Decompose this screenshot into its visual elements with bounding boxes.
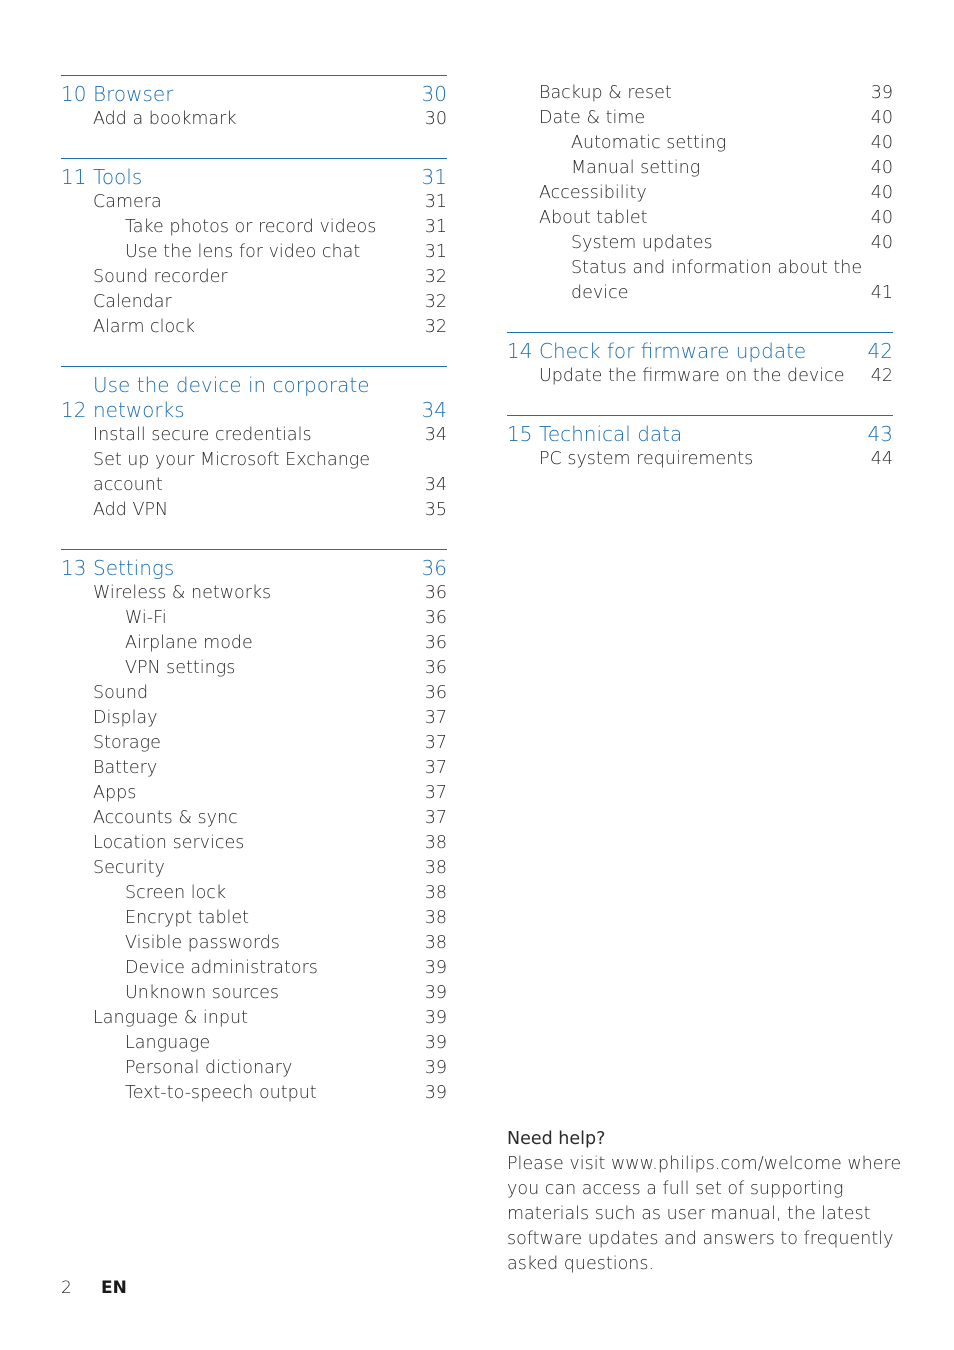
help-text: Please visit www.philips.com/welcome where you can access a full set of supporting materials such as user manual, the latest software updates and answers to frequently asked questions. — [507, 1154, 902, 1274]
help-title: Need help? — [507, 1129, 606, 1149]
toc-entry-page: 38 — [424, 908, 447, 928]
toc-entry-title: Wireless & networks — [93, 583, 272, 603]
toc-entry-title: Status and information about the device — [571, 258, 863, 303]
toc-entry[interactable] — [61, 706, 447, 731]
toc-entry-title: Camera — [93, 192, 162, 212]
toc-entry-title: Language & input — [93, 1008, 248, 1028]
toc-entry[interactable] — [61, 931, 447, 956]
toc-entry-title: Set up your Microsoft Exchange account — [93, 450, 371, 495]
section-page: 42 — [867, 339, 893, 363]
toc-section — [61, 549, 447, 1106]
toc-entry[interactable] — [61, 581, 447, 606]
section-title: Check for firmware update — [539, 339, 807, 363]
toc-entry-page: 39 — [424, 1058, 447, 1078]
toc-entry[interactable] — [61, 831, 447, 856]
toc-entry-title: Storage — [93, 733, 161, 753]
section-number: 10 — [61, 82, 87, 106]
toc-entry[interactable] — [507, 156, 893, 181]
toc-entry-page: 40 — [870, 208, 893, 228]
toc-right-column — [507, 75, 893, 498]
section-title: Settings — [93, 556, 175, 580]
toc-entry[interactable] — [61, 756, 447, 781]
toc-entry-title: Battery — [93, 758, 158, 778]
toc-entry-page: 39 — [424, 983, 447, 1003]
section-page: 34 — [421, 398, 447, 422]
section-title: Technical data — [539, 422, 683, 446]
toc-entry-page: 37 — [424, 783, 447, 803]
toc-entry[interactable] — [61, 906, 447, 931]
toc-entry-title: Language — [125, 1033, 211, 1053]
toc-entry-title: Wi-Fi — [125, 608, 167, 628]
toc-entry[interactable] — [61, 423, 447, 448]
toc-entry[interactable] — [61, 1006, 447, 1031]
toc-entry-title: Install secure credentials — [93, 425, 312, 445]
toc-entry-title: Airplane mode — [125, 633, 253, 653]
toc-entry-title: Backup & reset — [539, 83, 672, 103]
toc-entry-page: 38 — [424, 933, 447, 953]
toc-entry-page: 37 — [424, 733, 447, 753]
toc-entry-title: Sound recorder — [93, 267, 228, 287]
toc-entry-title: Use the lens for video chat — [125, 242, 361, 262]
toc-entry-title: Accessibility — [539, 183, 647, 203]
toc-entry-page: 36 — [424, 658, 447, 678]
toc-entry-title: Screen lock — [125, 883, 227, 903]
toc-entry[interactable] — [61, 656, 447, 681]
toc-section-heading[interactable] — [507, 339, 893, 364]
section-number: 13 — [61, 556, 87, 580]
toc-section-heading[interactable] — [507, 422, 893, 447]
toc-entry[interactable] — [61, 806, 447, 831]
help-box — [507, 1127, 907, 1277]
toc-entry-page: 32 — [424, 267, 447, 287]
toc-entry-title: Location services — [93, 833, 245, 853]
toc-entry-title: System updates — [571, 233, 713, 253]
toc-entry[interactable] — [507, 106, 893, 131]
toc-entry[interactable] — [61, 881, 447, 906]
section-number: 15 — [507, 422, 533, 446]
toc-section-heading[interactable] — [61, 165, 447, 190]
toc-entry[interactable] — [61, 190, 447, 215]
toc-entry-page: 39 — [424, 1083, 447, 1103]
toc-entry-page: 37 — [424, 808, 447, 828]
toc-entry-page: 40 — [870, 133, 893, 153]
toc-entry[interactable] — [61, 498, 447, 523]
toc-entry-page: 36 — [424, 633, 447, 653]
toc-entry-title: Text-to-speech output — [125, 1083, 317, 1103]
toc-entry-title: Display — [93, 708, 158, 728]
toc-entry-page: 44 — [870, 449, 893, 469]
page-number: 2 — [61, 1278, 72, 1298]
toc-entry[interactable] — [61, 1081, 447, 1106]
toc-entry-title: Security — [93, 858, 165, 878]
toc-entry-title: Sound — [93, 683, 149, 703]
toc-entry-page: 40 — [870, 158, 893, 178]
toc-entry[interactable] — [61, 781, 447, 806]
toc-entry-page: 40 — [870, 108, 893, 128]
toc-entry-page: 32 — [424, 292, 447, 312]
page-footer — [61, 1278, 127, 1298]
toc-entry-page: 38 — [424, 883, 447, 903]
toc-entry-page: 30 — [424, 109, 447, 129]
toc-entry-title: Update the firmware on the device — [539, 366, 845, 386]
toc-entry-page: 37 — [424, 758, 447, 778]
section-number: 11 — [61, 165, 87, 189]
toc-entry-page: 41 — [870, 283, 893, 303]
toc-section — [61, 75, 447, 132]
toc-entry[interactable] — [61, 681, 447, 706]
toc-entry-title: Take photos or record videos — [125, 217, 377, 237]
section-title: Tools — [93, 165, 143, 189]
toc-section — [61, 366, 447, 523]
toc-entry-title: Accounts & sync — [93, 808, 238, 828]
toc-section-heading[interactable] — [61, 556, 447, 581]
toc-entry-title: Visible passwords — [125, 933, 280, 953]
toc-entry[interactable] — [507, 131, 893, 156]
toc-entry-title: Automatic setting — [571, 133, 727, 153]
toc-entry-page: 38 — [424, 833, 447, 853]
toc-entry-title: Calendar — [93, 292, 172, 312]
toc-entry[interactable] — [507, 256, 893, 306]
toc-entry-title: PC system requirements — [539, 449, 754, 469]
toc-continuation — [507, 75, 893, 306]
toc-entry-title: Manual setting — [571, 158, 701, 178]
toc-left-column — [61, 75, 447, 1132]
toc-entry-page: 39 — [424, 1008, 447, 1028]
toc-entry-title: Personal dictionary — [125, 1058, 293, 1078]
toc-entry-page: 31 — [424, 192, 447, 212]
toc-entry-title: About tablet — [539, 208, 648, 228]
toc-entry-title: Device administrators — [125, 958, 318, 978]
toc-entry-page: 34 — [424, 425, 447, 445]
toc-entry[interactable] — [61, 631, 447, 656]
section-page: 43 — [867, 422, 893, 446]
section-page: 36 — [421, 556, 447, 580]
toc-entry-page: 35 — [424, 500, 447, 520]
toc-entry[interactable] — [507, 181, 893, 206]
toc-entry[interactable] — [61, 956, 447, 981]
toc-entry-title: Encrypt tablet — [125, 908, 250, 928]
section-number: 14 — [507, 339, 533, 363]
toc-entry-page: 37 — [424, 708, 447, 728]
language-code: EN — [101, 1278, 127, 1298]
section-page: 31 — [421, 165, 447, 189]
toc-entry-title: Add a bookmark — [93, 109, 237, 129]
toc-entry[interactable] — [507, 364, 893, 389]
toc-entry-page: 36 — [424, 608, 447, 628]
section-number: 12 — [61, 398, 87, 422]
toc-section — [61, 158, 447, 340]
section-title: Browser — [93, 82, 174, 106]
toc-entry[interactable] — [61, 215, 447, 240]
toc-section — [507, 415, 893, 472]
toc-entry-page: 40 — [870, 183, 893, 203]
toc-entry[interactable] — [507, 81, 893, 106]
toc-entry-title: Apps — [93, 783, 137, 803]
toc-entry[interactable] — [61, 606, 447, 631]
section-title: Use the device in corporate networks — [93, 373, 370, 422]
toc-entry[interactable] — [61, 448, 447, 498]
toc-entry[interactable] — [507, 447, 893, 472]
toc-entry-title: VPN settings — [125, 658, 236, 678]
toc-section — [507, 332, 893, 389]
toc-entry[interactable] — [61, 265, 447, 290]
toc-entry[interactable] — [61, 240, 447, 265]
toc-entry-title: Alarm clock — [93, 317, 196, 337]
toc-entry-page: 39 — [424, 1033, 447, 1053]
toc-entry[interactable] — [61, 1031, 447, 1056]
toc-entry[interactable] — [61, 1056, 447, 1081]
toc-entry[interactable] — [61, 981, 447, 1006]
toc-entry[interactable] — [61, 315, 447, 340]
toc-entry-page: 40 — [870, 233, 893, 253]
toc-entry-page: 31 — [424, 242, 447, 262]
toc-entry[interactable] — [507, 206, 893, 231]
toc-entry[interactable] — [61, 856, 447, 881]
toc-entry-page: 39 — [870, 83, 893, 103]
toc-entry[interactable] — [61, 731, 447, 756]
toc-entry[interactable] — [61, 290, 447, 315]
toc-entry-page: 42 — [870, 366, 893, 386]
toc-entry-page: 34 — [424, 475, 447, 495]
toc-section-heading[interactable] — [61, 373, 447, 423]
toc-entry-title: Date & time — [539, 108, 646, 128]
toc-entry-page: 31 — [424, 217, 447, 237]
section-page: 30 — [421, 82, 447, 106]
toc-entry-page: 39 — [424, 958, 447, 978]
toc-entry-page: 38 — [424, 858, 447, 878]
toc-entry-page: 36 — [424, 683, 447, 703]
toc-section-heading[interactable] — [61, 82, 447, 107]
toc-entry-title: Unknown sources — [125, 983, 280, 1003]
toc-entry[interactable] — [61, 107, 447, 132]
toc-entry-page: 36 — [424, 583, 447, 603]
toc-entry[interactable] — [507, 231, 893, 256]
toc-entry-title: Add VPN — [93, 500, 169, 520]
toc-entry-page: 32 — [424, 317, 447, 337]
